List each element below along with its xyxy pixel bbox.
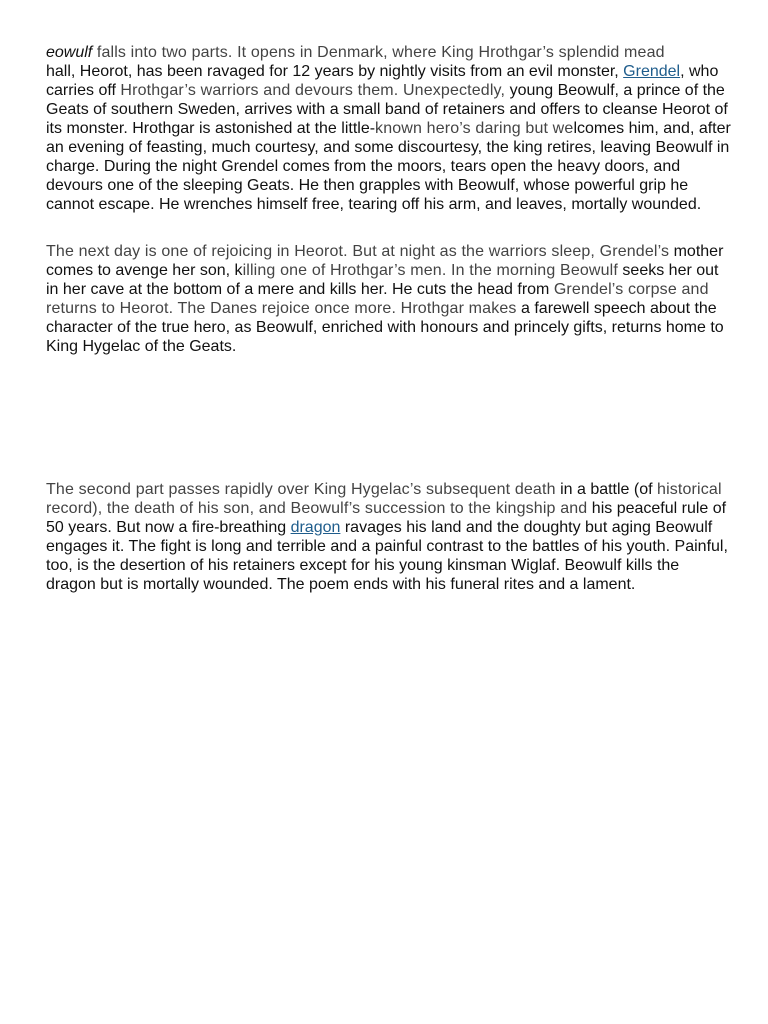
paragraph-2-text: a farewell speech about the character of the true hero, as Beowulf, enriched with honours and princely gifts, returns home to King Hygelac of the Geats. bbox=[46, 300, 724, 355]
paragraph-1-text: young Beowulf, a prince of the Geats of southern Sweden, arrives with a small band of retainers and offers to cleanse Heorot of its monster. Hrothgar is astonished at the little- bbox=[46, 82, 728, 137]
paragraph-3-text: The second part passes rapidly over King Hygelac’s subsequent death bbox=[46, 481, 556, 498]
paragraph-2-text: seeks her out in her cave at the bottom of a mere and kills her. He cuts the head from bbox=[46, 262, 719, 298]
paragraph-1-text: known hero’s daring but we bbox=[375, 120, 574, 137]
paragraph-1-text: lcomes him, and, after an evening of feasting, much courtesy, and some discourtesy, the king retires, leaving Beowulf in charge. During the night Grendel comes from the moors, tears open the heavy doors, and devours one of the sleeping Geats. He then grapples with Beowulf, whose powerful grip he cannot escape. He wrenches himself free, tearing off his arm, and leaves, mortally wounded. bbox=[46, 120, 731, 213]
paragraph-2-text: illing one of Hrothgar’s men. In the morning Beowulf bbox=[242, 262, 618, 279]
paragraph-2 bbox=[46, 242, 731, 356]
paragraph-1-text: hall, Heorot, has been ravaged for 12 years by nightly visits from an evil monster, bbox=[46, 63, 624, 80]
paragraph-3-text: historical record), the death of his son, and Beowulf’s succession to the kingship and bbox=[46, 481, 722, 517]
dragon-link[interactable]: dragon bbox=[290, 519, 341, 536]
paragraph-1-text: , who carries off bbox=[46, 63, 719, 99]
paragraph-2-text: mother comes to avenge her son, k bbox=[46, 243, 724, 279]
paragraph-3-text: ravages his land and the doughty but aging Beowulf engages it. The fight is long and terrible and a painful contrast to the battles of his youth. Painful, too, is the desertion of his retainers except for his young kinsman Wiglaf. Beowulf kills the dragon but is mortally wounded. The poem ends with his funeral rites and a lament. bbox=[46, 519, 728, 593]
paragraph-1-text: falls into two parts. It opens in Denmark, where King Hrothgar’s splendid mead bbox=[92, 44, 665, 61]
grendel-link[interactable]: Grendel bbox=[623, 63, 681, 80]
paragraph-1-text: Hrothgar’s warriors and devours them. Unexpectedly, bbox=[120, 82, 506, 99]
paragraph-3-text: his peaceful rule of 50 years. But now a fire-breathing bbox=[46, 500, 727, 536]
paragraph-3-text: in a battle (of bbox=[555, 481, 658, 498]
paragraph-2-text: Grendel’s corpse and returns to Heorot. The Danes rejoice once more. Hrothgar makes bbox=[46, 281, 709, 317]
opening-word: eowulf bbox=[46, 44, 93, 61]
paragraph-3 bbox=[46, 480, 731, 594]
paragraph-1 bbox=[46, 43, 731, 214]
paragraph-2-text: The next day is one of rejoicing in Heorot. But at night as the warriors sleep, Grendel’s bbox=[46, 243, 670, 260]
